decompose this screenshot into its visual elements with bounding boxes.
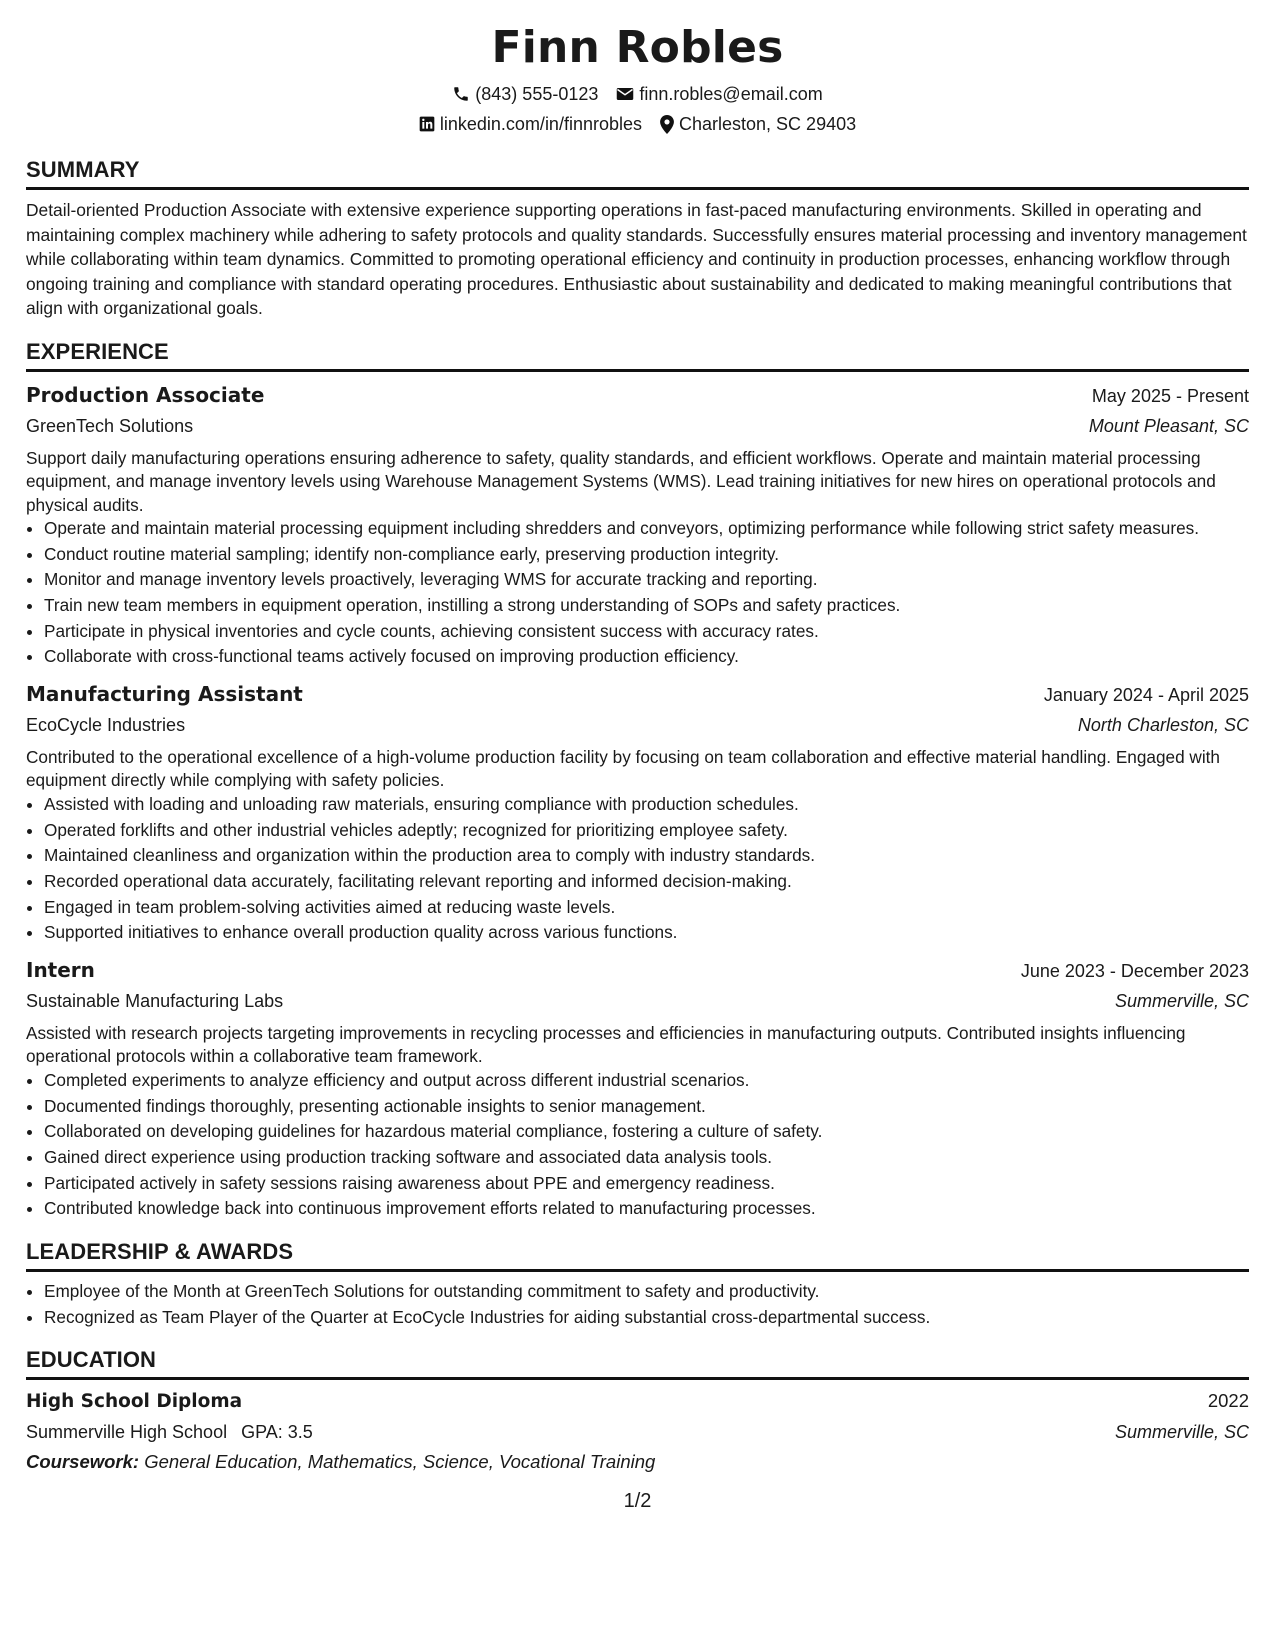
list-item: • Supported initiatives to enhance overall production quality across various functions. [44,921,1249,945]
list-item: • Operated forklifts and other industrial vehicles adeptly; recognized for prioritizing employee safety. [44,819,1249,843]
list-item: • Recognized as Team Player of the Quarter at EcoCycle Industries for aiding substantial cross-departmental success. [44,1306,1249,1330]
list-item: • Documented findings thoroughly, presenting actionable insights to senior management. [44,1095,1249,1119]
linkedin-contact[interactable] [419,109,642,139]
list-item: • Gained direct experience using production tracking software and associated data analysis tools. [44,1146,1249,1170]
list-item: • Employee of the Month at GreenTech Solutions for outstanding commitment to safety and productivity. [44,1280,1249,1304]
job-title: Manufacturing Assistant [26,681,303,706]
page-number: 1/2 [623,1490,652,1512]
section-title-experience: EXPERIENCE [26,339,1249,372]
job-dates: January 2024 - April 2025 [1043,684,1249,705]
job-dates: June 2023 - December 2023 [1020,960,1249,981]
section-title-summary: SUMMARY [26,157,1249,190]
job-location: North Charleston, SC [1077,714,1249,735]
email-contact[interactable] [616,79,822,109]
job-entry [26,380,1249,669]
list-item: • Engaged in team problem-solving activities aimed at reducing waste levels. [44,896,1249,920]
list-item: • Train new team members in equipment operation, instilling a strong understanding of SOPs and safety practices. [44,594,1249,618]
degree-title: High School Diploma [26,1391,243,1412]
coursework-text: General Education, Mathematics, Science, Vocational Training [144,1451,656,1472]
contact-row-2 [26,109,1249,139]
candidate-name: Finn Robles [491,22,784,73]
job-bullets [26,1069,1249,1221]
awards-section [26,1239,1249,1329]
list-item: • Recorded operational data accurately, facilitating relevant reporting and informed decision-making. [44,870,1249,894]
location-text: Charleston, SC 29403 [679,114,857,134]
job-title: Intern [26,957,95,982]
job-description: Contributed to the operational excellence of a high-volume production facility by focusing on team collaboration and effective material handling. Engaged with equipment directly while complying with safety policies. [26,746,1220,791]
job-title: Production Associate [26,382,265,407]
job-entry [26,679,1249,945]
company-name: EcoCycle Industries [26,714,186,735]
coursework-label: Coursework: [26,1451,140,1472]
gpa: GPA: 3.5 [241,1422,313,1442]
job-location: Summerville, SC [1114,990,1249,1011]
list-item: • Participate in physical inventories and cycle counts, achieving consistent success with accuracy rates. [44,620,1249,644]
summary-section [26,157,1249,321]
job-dates: May 2025 - Present [1091,385,1249,406]
awards-list [26,1280,1249,1329]
list-item: • Conduct routine material sampling; identify non-compliance early, preserving production integrity. [44,543,1249,567]
linkedin-icon [419,116,435,132]
school-name: Summerville High School [26,1422,228,1442]
envelope-icon [616,86,634,102]
list-item: • Participated actively in safety sessions raising awareness about PPE and emergency readiness. [44,1172,1249,1196]
phone-contact[interactable] [452,79,598,109]
section-title-education: EDUCATION [26,1347,1249,1380]
graduation-year: 2022 [1207,1390,1249,1411]
list-item: • Operate and maintain material processing equipment including shredders and conveyors, optimizing performance while following strict safety measures. [44,517,1249,541]
email-text: finn.robles@email.com [639,84,823,104]
job-bullets [26,517,1249,669]
list-item: • Collaborate with cross-functional teams actively focused on improving production efficiency. [44,645,1249,669]
job-entry [26,955,1249,1221]
job-description: Support daily manufacturing operations ensuring adherence to safety, quality standards, and efficient workflows. Operate and maintain material processing equipment, and manage inventory levels using Warehouse Management Systems (WMS). Lead training initiatives for new hires on operational protocols and physical audits. [26,447,1216,515]
list-item: • Monitor and manage inventory levels proactively, leveraging WMS for accurate tracking and reporting. [44,568,1249,592]
linkedin-text: linkedin.com/in/finnrobles [439,114,642,134]
school-location: Summerville, SC [1114,1422,1249,1442]
list-item: • Contributed knowledge back into continuous improvement efforts related to manufacturing processes. [44,1197,1249,1221]
job-description: Assisted with research projects targeting improvements in recycling processes and efficiencies in manufacturing outputs. Contributed insights influencing operational protocols within a collaborative team framework. [26,1022,1186,1067]
job-bullets [26,793,1249,945]
phone-text: (843) 555-0123 [475,84,599,104]
summary-text: Detail-oriented Production Associate with extensive experience supporting operations in fast-paced manufacturing environments. Skilled in operating and maintaining complex machinery while adhering to safety protocols and quality standards. Successfully ensures material processing and inventory management while collaborating within team dynamics. Committed to promoting operational efficiency and continuity in production processes, enhancing workflow through ongoing training and compliance with standard operating procedures. Enthusiastic about sustainability and dedicated to making meaningful contributions that align with organizational goals. [26,200,1247,318]
contact-row-1 [26,79,1249,109]
phone-icon [452,85,470,103]
map-pin-icon [660,115,674,134]
school-info [26,1417,313,1447]
company-name: GreenTech Solutions [26,415,194,436]
list-item: • Completed experiments to analyze efficiency and output across different industrial scenarios. [44,1069,1249,1093]
section-title-awards: LEADERSHIP & AWARDS [26,1239,1249,1272]
coursework [26,1447,1249,1477]
resume-header [26,22,1249,139]
education-section [26,1347,1249,1477]
job-location: Mount Pleasant, SC [1088,415,1249,436]
location-contact [660,109,856,139]
list-item: • Assisted with loading and unloading raw materials, ensuring compliance with production schedules. [44,793,1249,817]
list-item: • Collaborated on developing guidelines for hazardous material compliance, fostering a culture of safety. [44,1120,1249,1144]
experience-section [26,339,1249,1221]
list-item: • Maintained cleanliness and organization within the production area to comply with industry standards. [44,844,1249,868]
company-name: Sustainable Manufacturing Labs [26,990,284,1011]
